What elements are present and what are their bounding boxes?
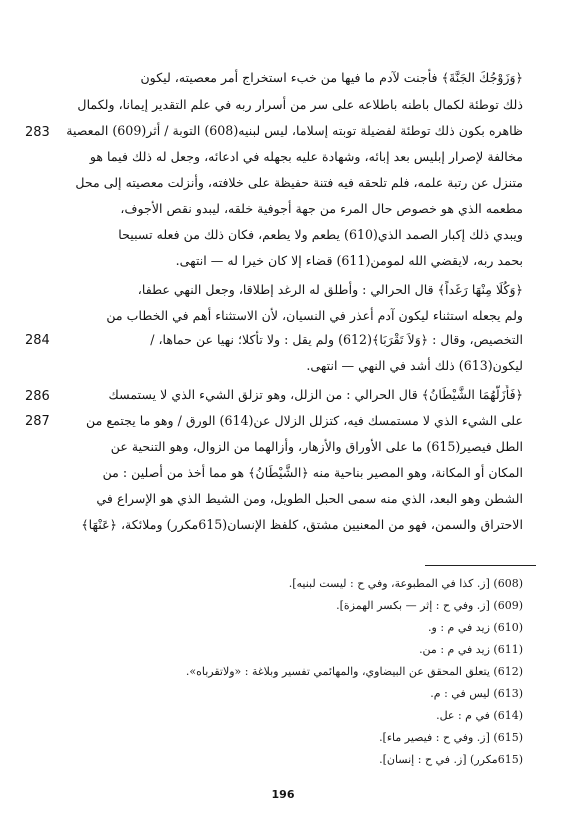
text-line: التخصيص، وقال : ﴿وَلاَ تَقْرَبَا﴾(612) ولم يقل : ولا تأكلا؛ نهيا عن حماها، / xyxy=(150,332,523,347)
footnote: (611) زيد في م : من. xyxy=(419,643,523,656)
footnote: (610) زيد في م : و. xyxy=(428,621,523,634)
text-line: ليكون(613) ذلك أشد في النهي — انتهى. xyxy=(306,358,523,373)
line-number: 286 xyxy=(25,389,50,404)
footnote: (613) ليس في : م. xyxy=(430,687,523,700)
footnote: (614) في م : عل. xyxy=(436,709,523,722)
line-number: 284 xyxy=(25,333,50,348)
footnote-separator xyxy=(425,565,536,566)
footnote: (612) يتعلق المحقق عن البيضاوي، والمهائمي تفسير وبلاغة : «ولاتقرباه». xyxy=(185,665,523,678)
text-line: ذلك توطئة لكمال باطنه باطلاعه على سر من أسرار ربه في علم التقدير إيمانا، ولكمال xyxy=(77,97,523,112)
text-line: الطل فيصير(615) ما على الأوراق والأزهار، وأزالهما من الزوال، وهو التنحية عن xyxy=(110,439,523,454)
text-line: على الشيء الذي لا مستمسك فيه، كتزلل الزلال عن(614) الورق / وهو ما يجتمع من xyxy=(86,413,523,428)
footnote: (615مكرر) [ز. في ح : إنسان]. xyxy=(379,753,523,766)
text-line: الشطن وهو البعد، الذي منه سمى الحبل الطويل، ومن الشيط الذي هو الإسراع في xyxy=(96,491,523,506)
text-line: ولم يجعله استثناء ليكون آدم أعذر في النسيان، لأن الاستثناء أهم في الخطاب من xyxy=(106,308,523,323)
footnote: (608) [ز. كذا في المطبوعة، وفي ح : ليست لبنيه]. xyxy=(288,577,523,590)
text-line: ظاهره بكون ذلك توطئة لفضيلة توبته إسلاما، ليس لبنيه(608) التوبة / أثر(609) المعصية xyxy=(66,123,523,138)
line-number: 287 xyxy=(25,414,50,429)
text-line: ويبدي ذلك إكبار الصمد الذي(610) يطعم ولا يطعم، فكان ذلك من فعله تسبيحا xyxy=(118,227,523,242)
text-line: متنزل عن رتبة علمه، فلم تلحقه فيه فتنة حفيظة على خلافته، وأنزلت معصيته إلى محل xyxy=(75,175,523,190)
page-number: 196 xyxy=(271,788,295,801)
text-line: ﴿وَزَوْجُكَ الجَنَّةَ﴾ فأجنت لآدم ما فيها من خبء استخراج أمر معصيته، ليكون xyxy=(140,70,523,85)
text-line: ﴿فَأَزَلَّهُمَا الشَّيْطَانُ﴾ قال الحرالي : من الزلل، وهو تزلق الشيء الذي لا يستمسك xyxy=(108,387,523,402)
text-line: مطعمه الذي هو خصوص حال المرء من جهة أجوفية خلقه، ليبدو نقص الأجوف، xyxy=(120,201,523,216)
text-line: مخالفة لإصرار إبليس بعد إبائه، وشهادة عليه بجهله في ادعائه، وجعل له ذلك فيما هو xyxy=(89,149,523,164)
footnote: (615) [ز. وفي ح : فيصير ماء]. xyxy=(379,731,523,744)
text-line: الاحتراق والسمن، فهو من المعنيين مشتق، كلفظ الإنسان(615مكرر) وملائكة، ﴿عَنْهَا﴾ xyxy=(81,517,523,532)
line-number: 283 xyxy=(25,125,50,140)
footnote: (609) [ز. وفي ح : إثر — بكسر الهمزة]. xyxy=(336,599,523,612)
text-line: بحمد ربه، لايقضي الله لمومن(611) قضاء إلا كان خيرا له — انتهى. xyxy=(175,253,523,268)
text-line: المكان أو المكانة، وهو المصير بناحية منه ﴿الشَّيْطَانُ﴾ هو مما أخذ من أصلين : من xyxy=(102,465,523,480)
text-line: ﴿وَكُلَا مِنْهَا رَغَداً﴾ قال الحرالي : وأطلق له الرغد إطلاقا، وجعل النهي عطفا، xyxy=(137,282,523,297)
